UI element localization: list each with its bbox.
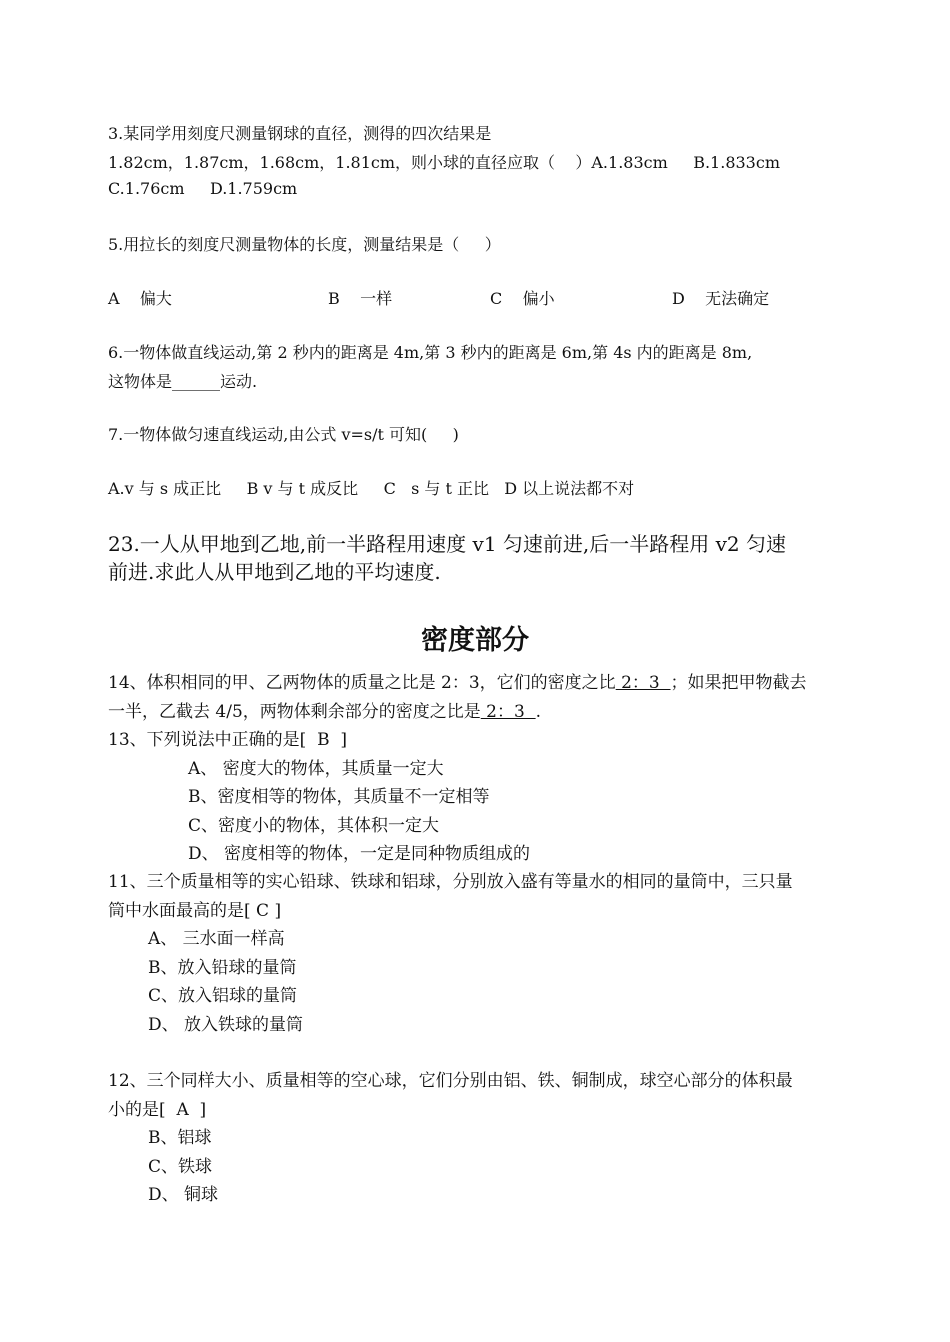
q3-line3: C.1.76cm D.1.759cm: [108, 179, 298, 198]
q5-option-c: C 偏小: [490, 289, 555, 308]
q13-option-a: A、 密度大的物体，其质量一定大: [188, 759, 444, 779]
q23-line2: 前进.求此人从甲地到乙地的平均速度.: [108, 560, 441, 584]
q12-line1: 12、三个同样大小、质量相等的空心球，它们分别由铝、铁、铜制成，球空心部分的体积最: [108, 1071, 793, 1091]
q12-option-d: D、 铜球: [148, 1185, 219, 1205]
q12-option-c: C、铁球: [148, 1157, 213, 1177]
q5-option-d: D 无法确定: [672, 289, 770, 308]
q11-option-b: B、放入铅球的量筒: [148, 958, 297, 978]
q7-options: A.v 与 s 成正比 B v 与 t 成反比 C s 与 t 正比 D 以上说法都不对: [108, 479, 635, 498]
q11-option-a: A、 三水面一样高: [148, 929, 285, 949]
q14-line1-text-a: 14、体积相同的甲、乙两物体的质量之比是 2：3，它们的密度之比: [108, 673, 616, 693]
q14-line2-text-a: 一半，乙截去 4/5，两物体剩余部分的密度之比是: [108, 702, 481, 722]
q14-line2-text-b: .: [535, 702, 542, 722]
q11-option-c: C、放入铝球的量筒: [148, 986, 298, 1006]
q14-answer1: 2：3: [615, 673, 671, 693]
q14-line1-text-b: ；如果把甲物截去: [670, 673, 807, 693]
q11-line2: 筒中水面最高的是[ C ]: [108, 901, 282, 921]
q23-line1: 23.一人从甲地到乙地,前一半路程用速度 v1 匀速前进,后一半路程用 v2 匀速: [108, 532, 786, 556]
section-title: 密度部分: [421, 625, 529, 656]
q5-stem: 5.用拉长的刻度尺测量物体的长度，测量结果是（ ）: [108, 235, 501, 254]
q7-stem: 7.一物体做匀速直线运动,由公式 v=s/t 可知( ): [108, 425, 459, 444]
q12-line2: 小的是[ A ]: [108, 1100, 207, 1120]
q14-answer2: 2：3: [480, 702, 536, 722]
q14-line2: [108, 697, 541, 722]
q11-line1: 11、三个质量相等的实心铅球、铁球和铝球，分别放入盛有等量水的相同的量筒中，三只量: [108, 872, 793, 892]
q13-option-b: B、密度相等的物体，其质量不一定相等: [188, 787, 490, 807]
q5-option-b: B 一样: [328, 289, 393, 308]
q11-option-d: D、 放入铁球的量筒: [148, 1015, 304, 1035]
q6-line2: 这物体是______运动.: [108, 372, 258, 391]
q13-option-c: C、密度小的物体，其体积一定大: [188, 816, 440, 836]
q3-line1: 3.某同学用刻度尺测量钢球的直径，测得的四次结果是: [108, 124, 492, 143]
q5-option-a: A 偏大: [108, 289, 172, 308]
q12-option-b: B、铝球: [148, 1128, 212, 1148]
q13-option-d: D、 密度相等的物体，一定是同种物质组成的: [188, 844, 531, 864]
q6-line1: 6.一物体做直线运动,第 2 秒内的距离是 4m,第 3 秒内的距离是 6m,第 4s 内的距离是 8m,: [108, 343, 753, 362]
q3-line2: 1.82cm，1.87cm，1.68cm，1.81cm，则小球的直径应取（ ）A.1.83cm B.1.833cm: [108, 153, 780, 172]
q14-line1: [108, 668, 807, 693]
q13-stem: 13、下列说法中正确的是[ B ]: [108, 730, 348, 750]
